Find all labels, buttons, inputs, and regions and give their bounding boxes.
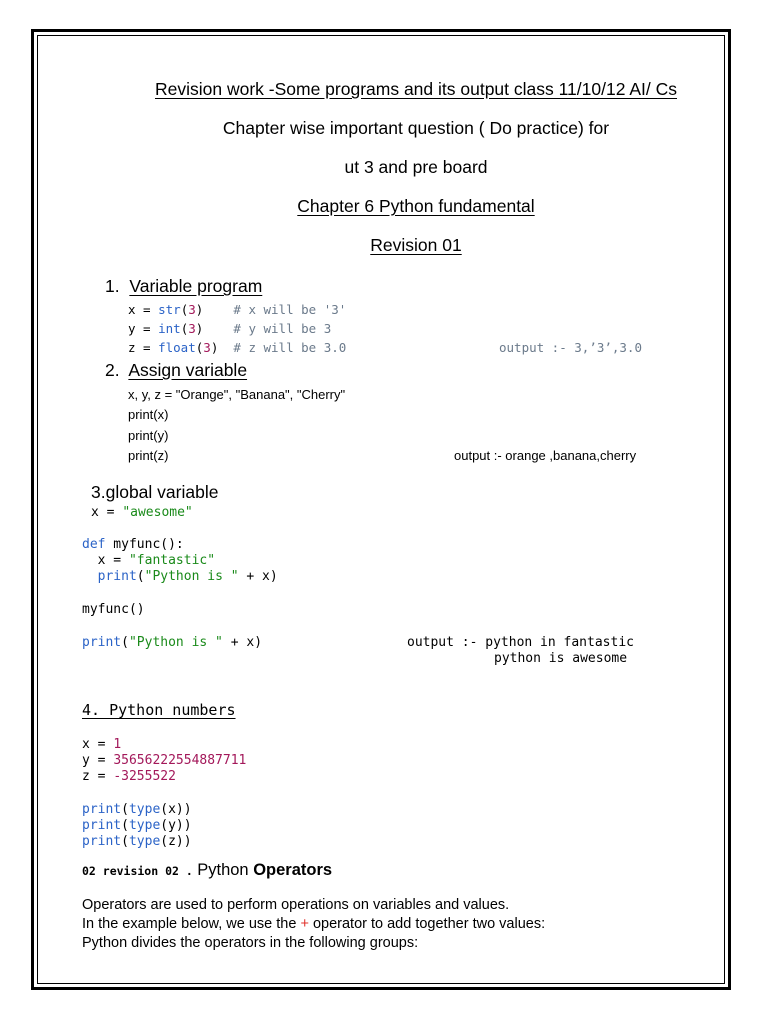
code-line: print(type(y)) [82,818,192,833]
code-line: y = 35656222554887711 [82,753,247,768]
section-1-heading: 1. Variable program [105,276,263,296]
code-line: x = str(3) # x will be '3' [128,302,347,317]
code-line: print(type(z)) [82,834,192,849]
code-line: print(z) [128,448,169,463]
code-line: print("Python is " + x) [97,569,278,584]
code-line: z = float(3) # z will be 3.0 [128,340,347,355]
paragraph: Operators are used to perform operations on variables and values. [82,897,510,913]
code-line: print(x) [128,407,169,422]
section-3-output-1: output :- python in fantastic [407,635,634,650]
code-line: x = 1 [82,737,122,752]
section-1-output: output :- 3,’3’,3.0 [499,340,642,355]
code-line: y = int(3) # y will be 3 [128,321,332,336]
code-line: myfunc() [82,602,145,617]
section-3-output-2: python is awesome [494,651,628,666]
code-line: x = "awesome" [91,505,193,520]
section-4-heading: 4. Python numbers [82,701,236,719]
section-2-output: output :- orange ,banana,cherry [454,448,637,463]
code-line: z = -3255522 [82,769,176,784]
code-line: def myfunc(): [82,537,184,552]
section-3-heading: 3.global variable [91,482,219,502]
section-2-heading: 2. Assign variable [105,360,248,380]
code-line: print(y) [128,428,169,443]
code-line: print(type(x)) [82,802,192,817]
revision-heading: Revision 01 [370,235,462,255]
code-line: print("Python is " + x) [82,635,263,650]
chapter-heading: Chapter 6 Python fundamental [297,196,535,216]
code-line: x, y, z = "Orange", "Banana", "Cherry" [128,387,346,402]
paragraph: Python divides the operators in the following groups: [82,935,419,951]
subtitle-line-2: ut 3 and pre board [344,157,488,177]
document-title: Revision work -Some programs and its output class 11/10/12 AI/ Cs [154,79,677,99]
section-5-heading: 02 revision 02 . Python Operators [82,861,333,879]
subtitle-line-1: Chapter wise important question ( Do practice) for [222,118,610,138]
code-line: x = "fantastic" [97,553,216,568]
paragraph: In the example below, we use the + operator to add together two values: [82,916,546,932]
